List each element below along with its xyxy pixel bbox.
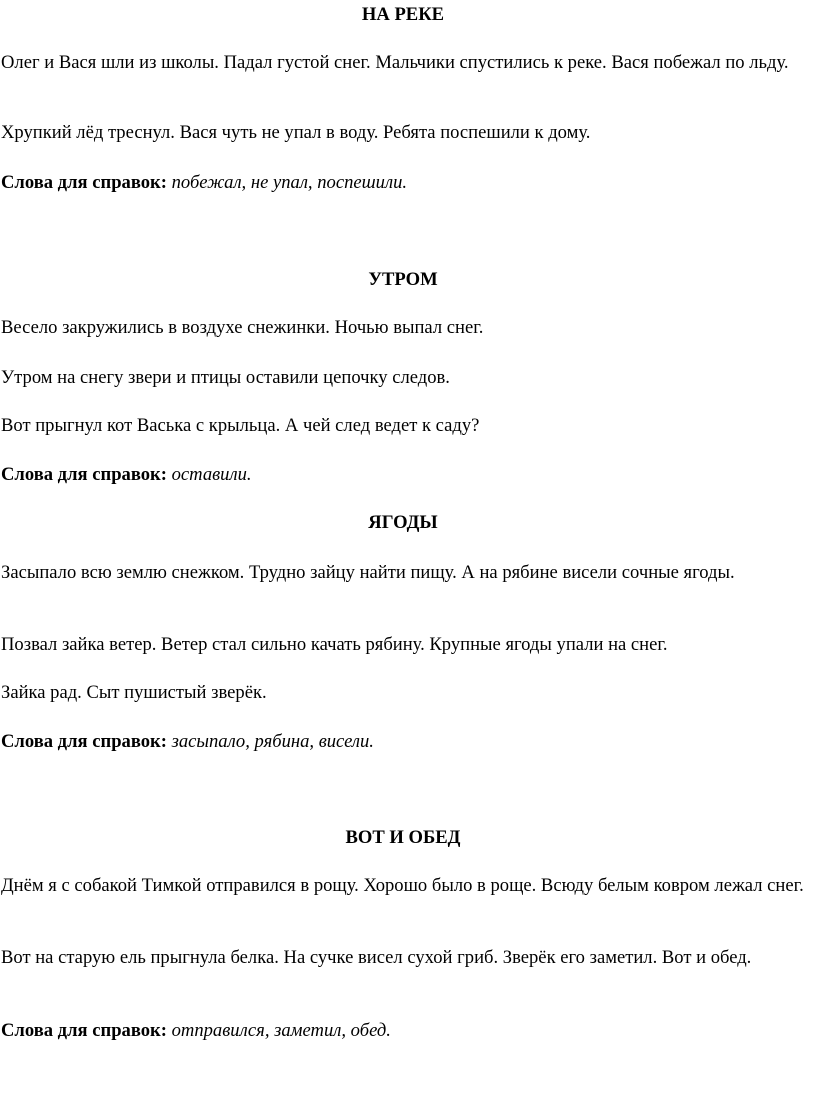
reference-label: Слова для справок: xyxy=(1,1020,167,1041)
reference-words xyxy=(1,170,805,195)
reference-label: Слова для справок: xyxy=(1,731,167,752)
paragraph: Зайка рад. Сыт пушистый зверёк. xyxy=(1,682,267,703)
section-title: ВОТ И ОБЕД xyxy=(345,827,461,848)
reference-words xyxy=(1,729,805,754)
reference-words xyxy=(1,462,805,487)
section-title: УТРОМ xyxy=(368,269,438,290)
paragraph: Позвал зайка ветер. Ветер стал сильно качать рябину. Крупные ягоды упали на снег. xyxy=(1,634,668,655)
paragraph: Вот прыгнул кот Васька с крыльца. А чей след ведет к саду? xyxy=(1,415,480,436)
reference-list: отправился, заметил, обед. xyxy=(171,1020,391,1041)
paragraph: Хрупкий лёд треснул. Вася чуть не упал в воду. Ребята поспешили к дому. xyxy=(1,122,591,143)
reference-list: побежал, не упал, поспешили. xyxy=(171,172,408,193)
section-title: НА РЕКЕ xyxy=(361,4,445,25)
paragraph: Днём я с собакой Тимкой отправился в рощу. Хорошо было в роще. Всюду белым ковром лежал снег. xyxy=(1,875,804,896)
paragraph: Вот на старую ель прыгнула белка. На сучке висел сухой гриб. Зверёк его заметил. Вот и обед. xyxy=(1,947,752,968)
reference-list: оставили. xyxy=(171,464,252,485)
paragraph: Засыпало всю землю снежком. Трудно зайцу найти пищу. А на рябине висели сочные ягоды. xyxy=(1,562,735,583)
reference-label: Слова для справок: xyxy=(1,464,167,485)
paragraph: Утром на снегу звери и птицы оставили цепочку следов. xyxy=(1,367,450,388)
paragraph: Весело закружились в воздухе снежинки. Ночью выпал снег. xyxy=(1,317,484,338)
reference-label: Слова для справок: xyxy=(1,172,167,193)
section-title: ЯГОДЫ xyxy=(368,512,438,533)
reference-list: засыпало, рябина, висели. xyxy=(171,731,374,752)
paragraph: Олег и Вася шли из школы. Падал густой снег. Мальчики спустились к реке. Вася побежал по льду. xyxy=(1,52,789,73)
reference-words xyxy=(1,1018,805,1043)
